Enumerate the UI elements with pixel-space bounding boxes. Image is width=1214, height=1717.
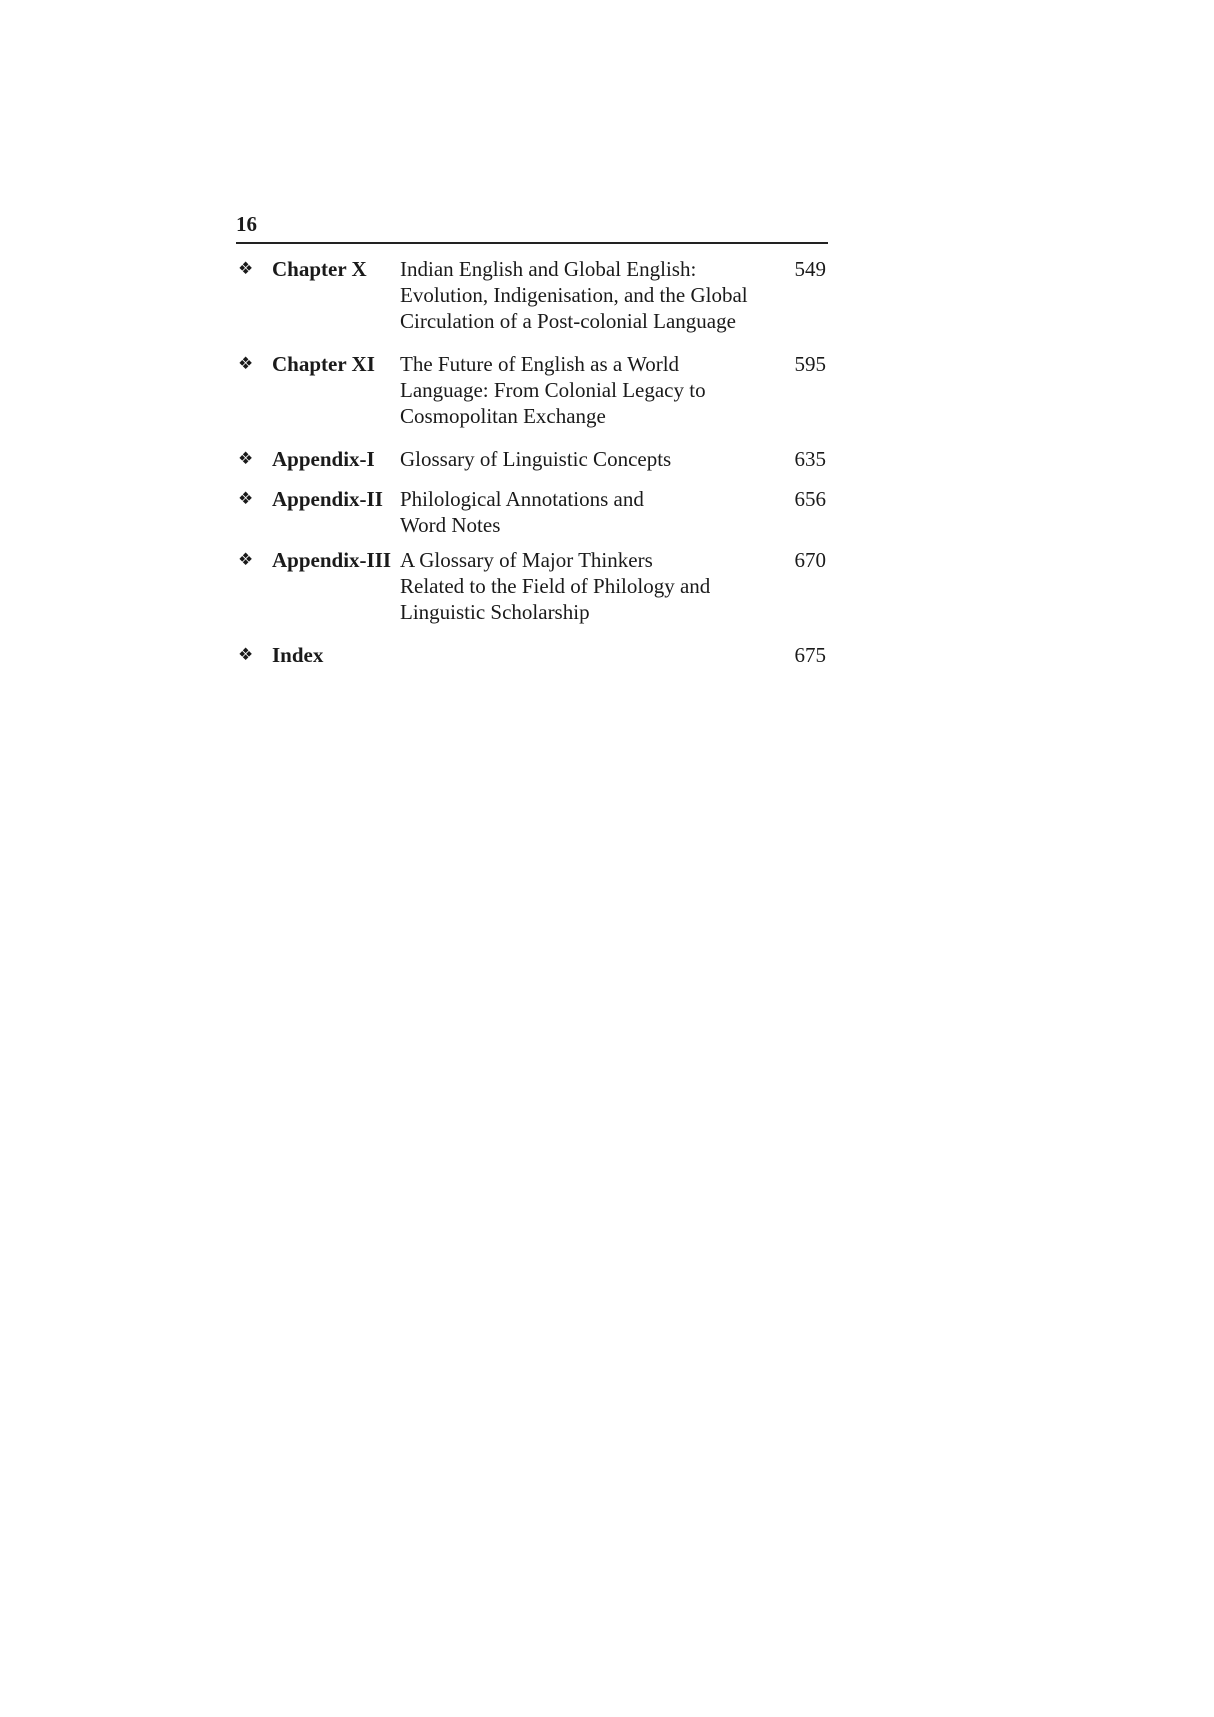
entry-page-number: 595 — [794, 352, 826, 376]
table-of-contents — [236, 256, 828, 668]
diamond-bullet-icon: ❖ — [238, 449, 254, 468]
entry-page-number: 675 — [794, 643, 826, 667]
entry-page-number: 549 — [794, 257, 826, 281]
entry-title — [400, 486, 790, 538]
entry-page-number: 670 — [794, 548, 826, 572]
diamond-bullet-icon: ❖ — [238, 550, 254, 569]
entry-label: Appendix-II — [272, 487, 383, 511]
entry-title-line: Language: From Colonial Legacy to — [400, 378, 706, 402]
entry-label: Index — [272, 643, 324, 667]
entry-label: Chapter XI — [272, 352, 375, 376]
entry-title-line: Related to the Field of Philology and — [400, 574, 711, 598]
entry-title — [400, 351, 790, 429]
entry-label: Appendix-III — [272, 548, 392, 572]
entry-title-line: Glossary of Linguistic Concepts — [400, 447, 672, 471]
entry-title-line: Word Notes — [400, 513, 501, 537]
entry-title-line: Philological Annotations and — [400, 487, 644, 511]
entry-label: Appendix-I — [272, 447, 375, 471]
diamond-bullet-icon: ❖ — [238, 489, 254, 508]
toc-entry-appendix-iii — [236, 547, 828, 625]
entry-page-number: 656 — [794, 487, 826, 511]
toc-entry-chapter-xi — [236, 351, 828, 429]
entry-title — [400, 256, 790, 334]
entry-title — [400, 446, 790, 472]
header-rule — [236, 242, 828, 244]
entry-title-line: Evolution, Indigenisation, and the Global — [400, 283, 748, 307]
entry-title-line: Linguistic Scholarship — [400, 600, 590, 624]
entry-page-number: 635 — [794, 447, 826, 471]
toc-entry-appendix-ii — [236, 486, 828, 538]
toc-entry-index — [236, 642, 828, 668]
entry-title-line: Indian English and Global English: — [400, 257, 697, 281]
toc-entry-appendix-i — [236, 446, 828, 472]
entry-title — [400, 547, 790, 625]
page-number: 16 — [236, 212, 257, 236]
entry-title-line: Cosmopolitan Exchange — [400, 404, 606, 428]
entry-label: Chapter X — [272, 257, 367, 281]
diamond-bullet-icon: ❖ — [238, 259, 254, 278]
entry-title-line: Circulation of a Post-colonial Language — [400, 309, 736, 333]
entry-title-line: A Glossary of Major Thinkers — [400, 548, 653, 572]
entry-title-line: The Future of English as a World — [400, 352, 680, 376]
diamond-bullet-icon: ❖ — [238, 645, 254, 664]
diamond-bullet-icon: ❖ — [238, 354, 254, 373]
toc-entry-chapter-x — [236, 256, 828, 334]
